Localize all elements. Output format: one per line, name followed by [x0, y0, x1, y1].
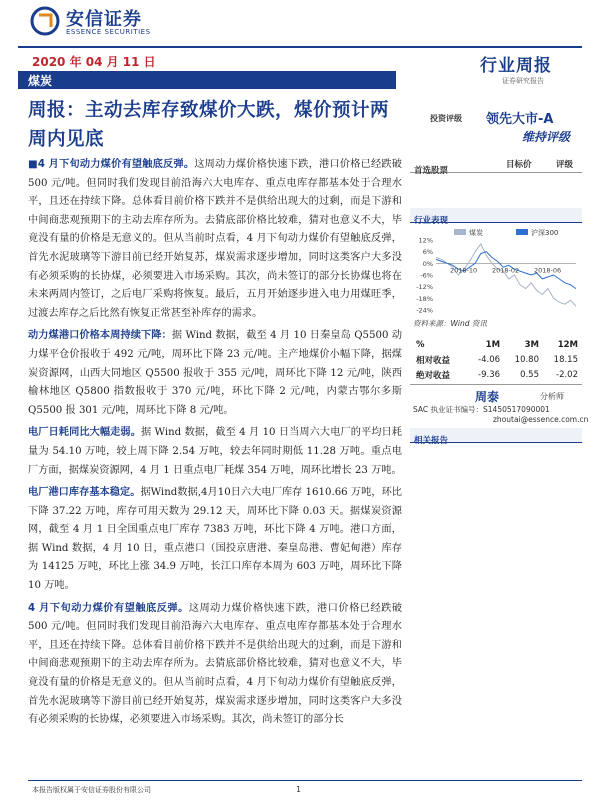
legend-label: 煤炭	[469, 229, 483, 237]
footer-text: 本报告版权属于安信证券股份有限公司	[32, 786, 151, 794]
paragraph-heading: 动力煤港口价格本周持续下降：	[28, 330, 172, 342]
picks-label: 首选股票	[414, 166, 449, 176]
table-header-row	[414, 337, 580, 352]
footer-divider	[28, 780, 582, 781]
paragraph	[28, 600, 402, 730]
divider	[410, 384, 582, 385]
y-tick-label: 6%	[422, 248, 433, 257]
table-cell: -4.06	[478, 354, 501, 365]
body-text	[28, 156, 402, 734]
paragraph-heading: ■4 月下旬动力煤价有望触底反弹。	[28, 159, 195, 170]
y-tick-label: 0%	[422, 259, 433, 268]
logo-icon	[30, 6, 60, 36]
legend-swatch	[454, 229, 466, 235]
x-tick-label: 2018-10	[450, 266, 478, 275]
report-date: 2020 年 04 月 11 日	[32, 55, 156, 69]
table-cell: 0.55	[520, 369, 539, 380]
section-bar	[18, 71, 396, 89]
analyst-title: 分析师	[540, 392, 564, 401]
y-tick-label: -6%	[420, 271, 433, 280]
analyst-sac: SAC 执业证书编号：S1450517090001	[413, 405, 550, 414]
table-row	[414, 367, 580, 382]
picks-header	[410, 158, 582, 176]
table-cell: -2.02	[556, 369, 578, 380]
paragraph	[28, 424, 402, 480]
related-label: 相关报告	[414, 436, 449, 446]
table-header-cell: %	[416, 339, 425, 350]
paragraph-text: 这周动力煤价格快速下跌，港口价格已经跌破 500 元/吨。但同时我们发现目前沿海六大电库存、重点电库存都基本处于合理水平，且还在持续下降。总体看目前价格下跌并不是供给出现大的过剩，而是下游和中间商悲观预期下的主动去库存所为。去猜底部价格比较难，猜对也意义不大，毕竟没有量的价格是无意义的。但从当前时点看，4 月下旬动力煤价有望触底反弹，首先水泥玻璃等下游目前已经开始复苏，煤炭需求逐步增加，同时这类客户大多没有必须采购的长协煤，必须要进入市场采购。其次，尚未签订的部分长	[28, 602, 403, 726]
table-header-cell: 1M	[485, 339, 501, 350]
table-header-cell: 12M	[557, 339, 578, 350]
perf-label: 行业表现	[414, 216, 449, 226]
perf-header	[410, 208, 582, 226]
table-row	[414, 352, 580, 367]
paragraph-text: 据 Wind 数据，截至 4 月 10 日当周六大电厂的平均日耗量为 54.10 万吨，较上周下降 2.54 万吨，较去年同时期低 11.28 万吨。重点电厂方面，据煤炭资源网，4 月 1 日重点电厂耗煤 354 万吨，周环比增长 23 万吨。	[28, 427, 402, 476]
table-header-cell: 3M	[524, 339, 539, 350]
report-subtype: 证券研究报告	[502, 77, 544, 85]
header-divider	[18, 46, 582, 48]
report-type: 行业周报	[480, 56, 552, 76]
table-row-label: 绝对收益	[416, 370, 451, 381]
y-tick-label: -18%	[416, 294, 433, 303]
related-header	[410, 428, 582, 446]
rating-label: 投资评级	[430, 114, 462, 123]
y-tick-label: -24%	[416, 306, 433, 314]
chart-source: 资料来源：Wind 资讯	[413, 319, 487, 328]
rating-action: 维持评级	[522, 130, 571, 144]
industry-performance-chart	[410, 226, 582, 314]
analyst-name: 周泰	[475, 390, 500, 404]
target-label: 目标价	[506, 160, 532, 170]
paragraph-heading: 电厂港口库存基本稳定。	[28, 487, 141, 499]
table-cell: -9.36	[478, 369, 501, 380]
legend-swatch	[516, 229, 528, 235]
table-cell: 18.15	[553, 354, 578, 365]
x-tick-label: 2018-06	[534, 266, 562, 275]
table-row-label: 相对收益	[416, 355, 451, 366]
paragraph-text: 据Wind数据,4月10日六大电厂库存 1610.66 万吨，环比下降 37.22 万吨，库存可用天数为 29.12 天，周环比下降 0.03 天。据煤炭资源网，截至 4 月 1 日全国重点电厂库存 7383 万吨，环比下降 4 万吨。港口方面，据 Wind 数据，4 月 10 日，重点港口（国投京唐港、秦皇岛港、曹妃甸港）库存为 14125 万吨，环比上涨 34.9 万吨，长江口库存本周为 603 万吨，周环比下降 10 万吨。	[28, 487, 402, 592]
logo-text: 安信证券	[66, 9, 142, 30]
y-tick-label: 12%	[418, 236, 433, 245]
paragraph-heading: 电厂日耗同比大幅走弱。	[28, 427, 141, 439]
paragraph-text: 据 Wind 数据，截至 4 月 10 日秦皇岛 Q5500 动力煤平仓价报收于 492 元/吨，周环比下降 23 元/吨。主产地煤价小幅下降，据煤炭资源网，山西大同地区 Q5500 报收于 355 元/吨，周环比下降 12 元/吨，陕西榆林地区 Q5800 指数报收于 370 元/吨，环比下降 2 元/吨，内蒙古鄂尔多斯 Q5500 报 301 元/吨，周环比下降 8 元/吨。	[28, 330, 403, 416]
section-label: 煤炭	[28, 74, 53, 88]
rating-value: 领先大市-A	[486, 112, 554, 127]
x-tick-label: 2018-02	[492, 266, 520, 275]
page-number: 1	[296, 785, 302, 794]
table-cell: 10.80	[514, 354, 539, 365]
paragraph	[28, 484, 402, 596]
logo-subtext: ESSENCE SECURITIES	[66, 28, 151, 36]
performance-table	[414, 337, 580, 382]
paragraph-heading: 4 月下旬动力煤价有望触底反弹。	[28, 602, 189, 614]
paragraph	[28, 327, 402, 420]
paragraph-text: 这周动力煤价格快速下跌，港口价格已经跌破 500 元/吨。但同时我们发现目前沿海六大电库存、重点电库存都基本处于合理水平，且还在持续下降。总体看目前价格下跌并不是供给出现大的过剩，而是下游和中间商悲观预期下的主动去库存所为。去猜底部价格比较难，猜对也意义不大，毕竟没有量的价格是无意义的。但从当前时点看，4 月下旬动力煤价有望触底反弹，首先水泥玻璃等下游目前已经开始复苏，煤炭需求逐步增加，同时这类客户大多没有必须采购的长协煤，必须要进入市场采购。其次，尚未签订的部分长协煤也将在未来两周内签订，之后电厂采购将恢复。最后，五月开始逐步进入电力用煤旺季，过渡去库存之后比然有恢复正常甚至补库存的需求。	[28, 159, 402, 319]
legend-label: 沪深300	[531, 229, 559, 237]
page-title: 周报：主动去库存致煤价大跌，煤价预计两周内见底	[28, 100, 390, 150]
paragraph	[28, 156, 402, 323]
picks-rating-label: 评级	[556, 160, 574, 170]
analyst-email[interactable]: zhoutai@essence.com.cn	[493, 415, 589, 424]
y-tick-label: -12%	[416, 283, 433, 292]
